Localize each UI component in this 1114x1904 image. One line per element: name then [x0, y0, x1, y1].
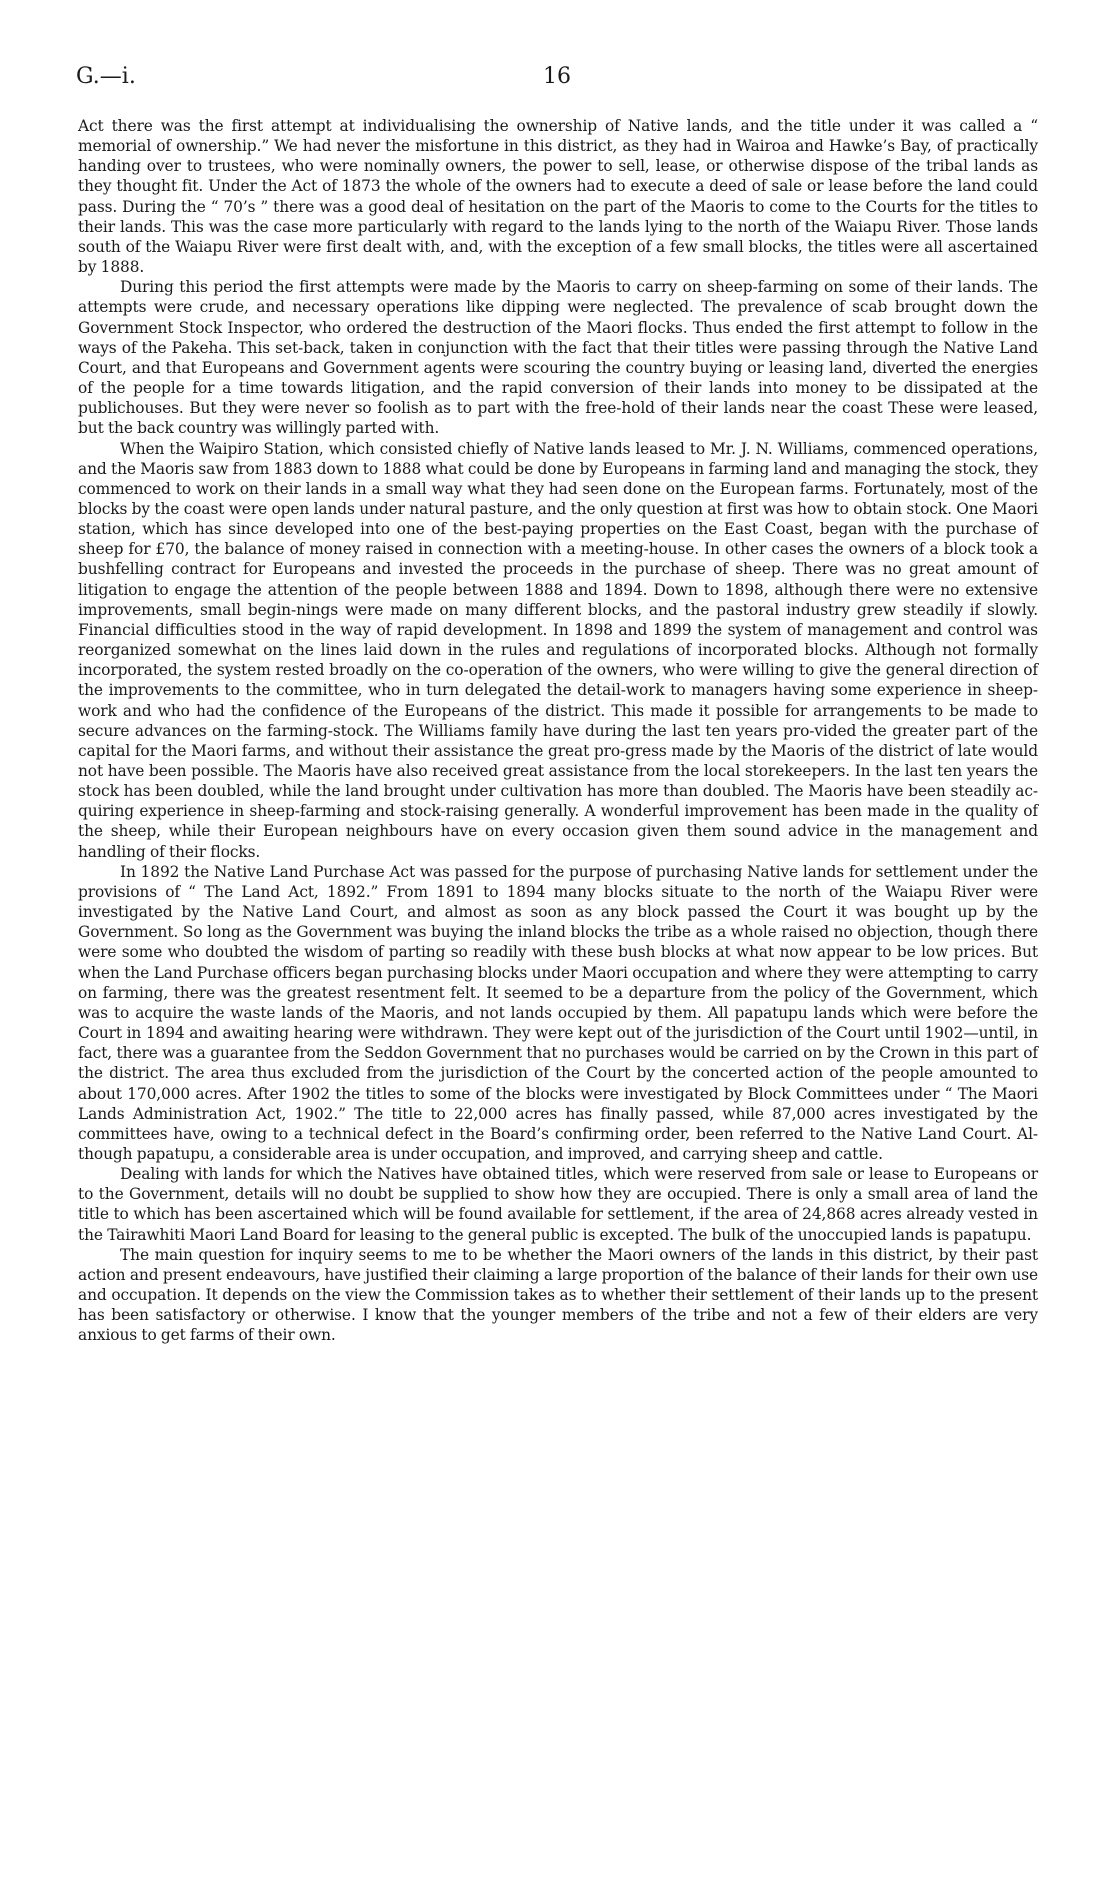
- page-header: [76, 64, 1038, 94]
- paragraph-3: When the Waipiro Station, which consisted chiefly of Native lands leased to Mr. J. N. Williams, commenced operations, and the Maoris saw from 1883 down to 1888 what could be done by Europeans in farming land and managing the stock, they commenced to work on their lands in a small way what they had seen done on the European farms. Fortunately, most of the blocks by the coast were open lands under natural pasture, and the only question at first was how to obtain stock. One Maori station, which has since developed into one of the best-paying properties on the East Coast, began with the purchase of sheep for £70, the balance of money raised in connection with a meeting-house. In other cases the owners of a block took a bushfelling contract for Europeans and invested the proceeds in the purchase of sheep. There was no great amount of litigation to engage the attention of the people between 1888 and 1894. Down to 1898, although there were no extensive improvements, small begin-nings were made on many different blocks, and the pastoral industry grew steadily if slowly. Financial difficulties stood in the way of rapid development. In 1898 and 1899 the system of management and control was reorganized somewhat on the lines laid down in the rules and regulations of incorporated blocks. Although not formally incorporated, the system rested broadly on the co-operation of the owners, who were willing to give the general direction of the improvements to the committee, who in turn delegated the detail-work to managers having some experience in sheep-work and who had the confidence of the Europeans of the district. This made it possible for arrangements to be made to secure advances on the farming-stock. The Williams family have during the last ten years pro-vided the greater part of the capital for the Maori farms, and without their assistance the great pro-gress made by the Maoris of the district of late would not have been possible. The Maoris have also received great assistance from the local storekeepers. In the last ten years the stock has been doubled, while the land brought under cultivation has more than doubled. The Maoris have been steadily ac-quiring experience in sheep-farming and stock-raising generally. A wonderful improvement has been made in the quality of the sheep, while their European neighbours have on every occasion given them sound advice in the management and handling of their flocks.: [78, 439, 1038, 861]
- paragraph-6: The main question for inquiry seems to me to be whether the Maori owners of the lands in this district, by their past action and present endeavours, have justified their claiming a large proportion of the balance of their lands for their own use and occupation. It depends on the view the Commission takes as to whether their settlement of their lands up to the present has been satisfactory or otherwise. I know that the younger members of the tribe and not a few of their elders are very anxious to get farms of their own.: [78, 1245, 1038, 1345]
- paragraph-4: In 1892 the Native Land Purchase Act was passed for the purpose of purchasing Native lands for settlement under the provisions of “ The Land Act, 1892.” From 1891 to 1894 many blocks situate to the north of the Waiapu River were investigated by the Native Land Court, and almost as soon as any block passed the Court it was bought up by the Government. So long as the Government was buying the inland blocks the tribe as a whole raised no objection, though there were some who doubted the wisdom of parting so readily with these bush blocks at what now appear to be low prices. But when the Land Purchase officers began purchasing blocks under Maori occupation and where they were attempting to carry on farming, there was the greatest resentment felt. It seemed to be a departure from the policy of the Government, which was to acquire the waste lands of the Maoris, and not lands occupied by them. All papatupu lands which were before the Court in 1894 and awaiting hearing were withdrawn. They were kept out of the jurisdiction of the Court until 1902—until, in fact, there was a guarantee from the Seddon Government that no purchases would be carried on by the Crown in this part of the district. The area thus excluded from the jurisdiction of the Court by the concerted action of the people amounted to about 170,000 acres. After 1902 the titles to some of the blocks were investigated by Block Committees under “ The Maori Lands Administration Act, 1902.” The title to 22,000 acres has finally passed, while 87,000 acres investigated by the committees have, owing to a technical defect in the Board’s confirming order, been referred to the Native Land Court. Al-though papatupu, a considerable area is under occupation, and improved, and carrying sheep and cattle.: [78, 862, 1038, 1163]
- paragraph-2: During this period the first attempts were made by the Maoris to carry on sheep-farming on some of their lands. The attempts were crude, and necessary operations like dipping were neglected. The prevalence of scab brought down the Government Stock Inspector, who ordered the destruction of the Maori flocks. Thus ended the first attempt to follow in the ways of the Pakeha. This set-back, taken in conjunction with the fact that their titles were passing through the Native Land Court, and that Europeans and Government agents were scouring the country buying or leasing land, diverted the energies of the people for a time towards litigation, and the rapid conversion of their lands into money to be dissipated at the publichouses. But they were never so foolish as to part with the free-hold of their lands near the coast These were leased, but the back country was willingly parted with.: [78, 278, 1038, 438]
- body-text: [78, 116, 1038, 1346]
- document-reference: G.—i.: [76, 64, 136, 89]
- page-number: 16: [543, 64, 571, 89]
- paragraph-1: Act there was the first attempt at individualising the ownership of Native lands, and the title under it was called a “ memorial of ownership.” We had never the misfortune in this district, as they had in Wairoa and Hawke’s Bay, of practically handing over to trustees, who were nominally owners, the power to sell, lease, or otherwise dispose of the tribal lands as they thought fit. Under the Act of 1873 the whole of the owners had to execute a deed of sale or lease before the land could pass. During the “ 70’s ” there was a good deal of hesitation on the part of the Maoris to come to the Courts for the titles to their lands. This was the case more particularly with regard to the lands lying to the north of the Waiapu River. Those lands south of the Waiapu River were first dealt with, and, with the exception of a few small blocks, the titles were all ascertained by 1888.: [78, 117, 1038, 277]
- paragraph-5: Dealing with lands for which the Natives have obtained titles, which were reserved from sale or lease to Europeans or to the Government, details will no doubt be supplied to show how they are occupied. There is only a small area of land the title to which has been ascertained which will be found available for settlement, if the area of 24,868 acres already vested in the Tairawhiti Maori Land Board for leasing to the general public is excepted. The bulk of the unoccupied lands is papatupu.: [78, 1165, 1038, 1244]
